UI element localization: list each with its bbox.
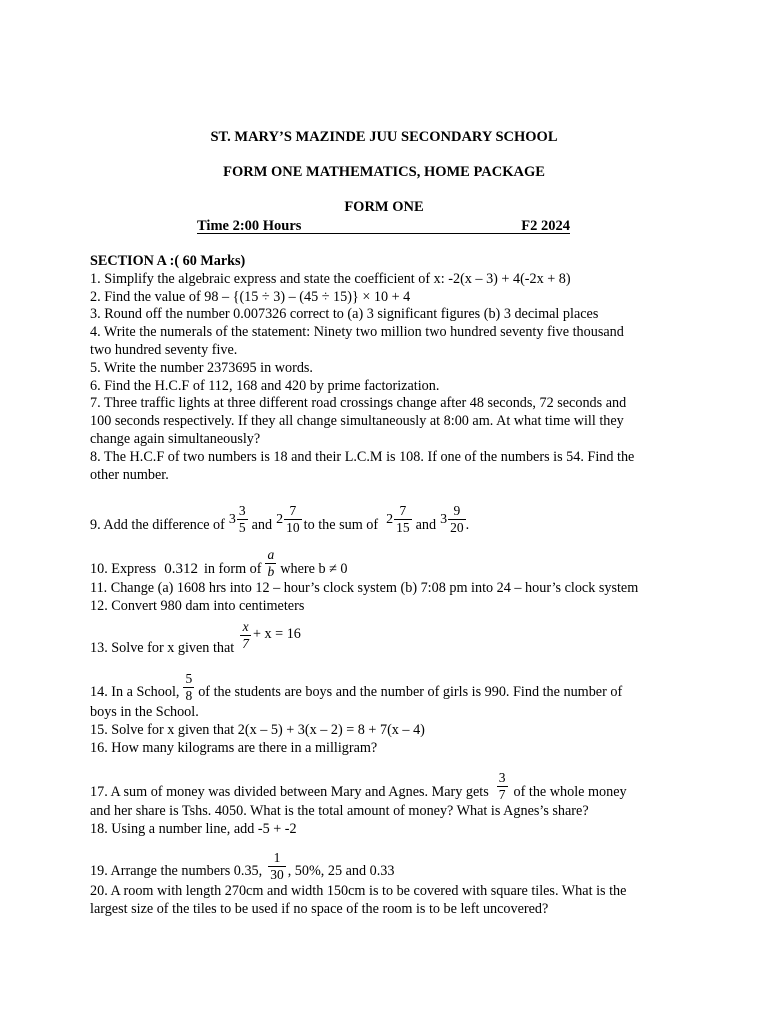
- question-14-line-2: boys in the School.: [90, 703, 199, 720]
- question-8-line-2: other number.: [90, 466, 169, 483]
- question-13: 13. Solve for x given that $\frac{x}{7}$ + x = 16: [90, 618, 301, 657]
- question-20-line-2: largest size of the tiles to be used if no space of the room is to be left uncovered?: [90, 900, 549, 917]
- question-9: 9. Add the difference of 3 $\frac{3}{5}$ and 2 $\frac{7}{10}$ to the sum of 2 $\frac{7}{15}$ and 3 $\frac{9}{20}$ .: [90, 503, 470, 536]
- question-7-line-1: 7. Three traffic lights at three different road crossings change after 48 seconds, 72 seconds and: [90, 395, 627, 412]
- question-19: 19. Arrange the numbers 0.35, $\frac{1}{30}$ , 50%, 25 and 0.33: [90, 849, 395, 882]
- question-1: 1. Simplify the algebraic express and state the coefficient of x: -2(x – 3) + 4(-2x + 8): [90, 270, 571, 287]
- repeating-decimal: 0.312: [164, 560, 198, 577]
- question-4-line-2: two hundred seventy five.: [90, 341, 238, 358]
- question-16: 16. How many kilograms are there in a milligram?: [90, 739, 378, 756]
- question-12: 12. Convert 980 dam into centimeters: [90, 598, 305, 615]
- question-7-line-3: change again simultaneously?: [90, 430, 261, 447]
- question-8-line-1: 8. The H.C.F of two numbers is 18 and their L.C.M is 108. If one of the numbers is 54. Find the: [90, 448, 635, 465]
- mixed-number: 2 $\frac{7}{15}$: [386, 503, 410, 536]
- fraction: $\frac{a}{b}$: [267, 547, 275, 580]
- question-20-line-1: 20. A room with length 270cm and width 150cm is to be covered with square tiles. What is the: [90, 882, 627, 899]
- question-17: 17. A sum of money was divided between Mary and Agnes. Mary gets $\frac{3}{7}$ of the whole money: [90, 770, 627, 803]
- questions-section: [90, 253, 690, 919]
- fraction: $\frac{3}{7}$: [498, 770, 506, 803]
- fraction: $\frac{1}{30}$: [270, 849, 284, 882]
- question-18: 18. Using a number line, add -5 + -2: [90, 821, 297, 838]
- mixed-number: 2 $\frac{7}{10}$: [276, 503, 300, 536]
- question-2: 2. Find the value of 98 – {(15 ÷ 3) – (45 ÷ 15)} × 10 + 4: [90, 288, 411, 305]
- question-11: 11. Change (a) 1608 hrs into 12 – hour’s clock system (b) 7:08 pm into 24 – hour’s clock system: [90, 580, 639, 597]
- question-10: 10. Express 0.312 in form of $\frac{a}{b}$ where b ≠ 0: [90, 547, 348, 580]
- form-label: FORM ONE: [344, 199, 424, 215]
- fraction: $\frac{x}{7}$: [242, 618, 249, 651]
- time-allowed: Time 2:00 Hours: [197, 218, 302, 234]
- question-15: 15. Solve for x given that 2(x – 5) + 3(x – 2) = 8 + 7(x – 4): [90, 721, 425, 738]
- fraction: $\frac{3}{5}$: [238, 503, 246, 536]
- paper-title: FORM ONE MATHEMATICS, HOME PACKAGE: [223, 164, 545, 180]
- question-7-line-2: 100 seconds respectively. If they all change simultaneously at 8:00 am. At what time will they: [90, 413, 624, 430]
- fraction: $\frac{7}{10}$: [286, 503, 300, 536]
- fraction: $\frac{9}{20}$: [450, 503, 464, 536]
- question-14: 14. In a School, $\frac{5}{8}$ of the students are boys and the number of girls is 990. Find the number of: [90, 670, 623, 703]
- question-3: 3. Round off the number 0.007326 correct to (a) 3 significant figures (b) 3 decimal places: [90, 306, 599, 323]
- mixed-number: 3 $\frac{9}{20}$: [440, 503, 464, 536]
- mixed-number: 3 $\frac{3}{5}$: [228, 503, 246, 536]
- question-6: 6. Find the H.C.F of 112, 168 and 420 by prime factorization.: [90, 377, 440, 394]
- time-line: [197, 218, 570, 234]
- fraction: $\frac{5}{8}$: [185, 670, 193, 703]
- paper-code: F2 2024: [521, 218, 570, 234]
- question-5: 5. Write the number 2373695 in words.: [90, 359, 313, 376]
- section-heading: SECTION A :( 60 Marks): [90, 253, 246, 269]
- question-17-line-2: and her share is Tshs. 4050. What is the total amount of money? What is Agnes’s share?: [90, 803, 589, 820]
- fraction: $\frac{7}{15}$: [396, 503, 410, 536]
- school-name: ST. MARY’S MAZINDE JUU SECONDARY SCHOOL: [210, 129, 558, 145]
- question-4-line-1: 4. Write the numerals of the statement: Ninety two million two hundred seventy five thousand: [90, 324, 624, 341]
